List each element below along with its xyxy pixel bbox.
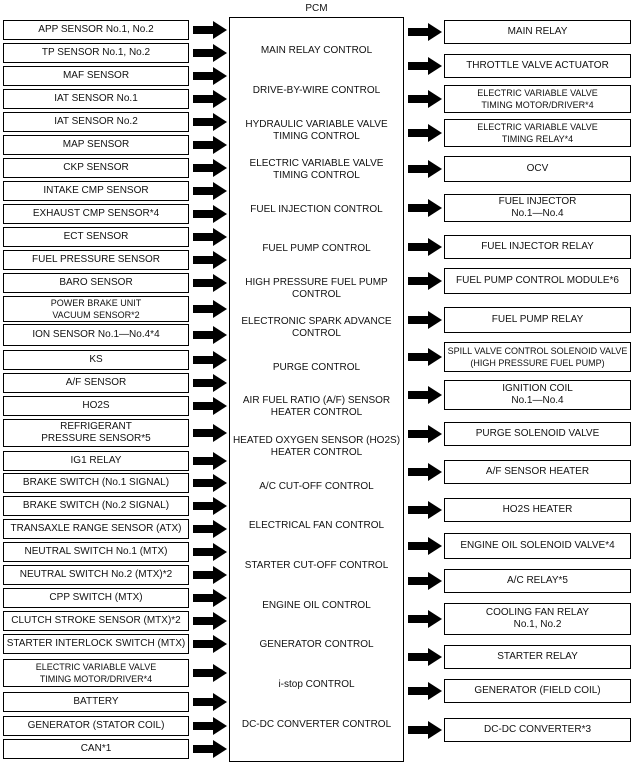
output-arrow	[408, 199, 442, 217]
output-arrow	[408, 501, 442, 519]
input-arrow	[193, 136, 227, 154]
input-sensor-box: ION SENSOR No.1—No.4*4	[3, 324, 189, 346]
pcm-control-label: FUEL PUMP CONTROL	[262, 243, 371, 254]
output-actuator-box: FUEL INJECTOR No.1—No.4	[444, 194, 631, 222]
input-sensor-box: BRAKE SWITCH (No.1 SIGNAL)	[3, 473, 189, 493]
output-actuator-box: ENGINE OIL SOLENOID VALVE*4	[444, 533, 631, 559]
input-arrow	[193, 589, 227, 607]
output-actuator-box: STARTER RELAY	[444, 645, 631, 669]
input-sensor-box: MAP SENSOR	[3, 135, 189, 155]
output-arrow	[408, 386, 442, 404]
input-arrow	[193, 228, 227, 246]
output-actuator-box: A/F SENSOR HEATER	[444, 460, 631, 484]
input-sensor-box: KS	[3, 350, 189, 370]
input-arrow	[193, 452, 227, 470]
input-sensor-box: CLUTCH STROKE SENSOR (MTX)*2	[3, 611, 189, 631]
output-arrow	[408, 463, 442, 481]
input-sensor-box: STARTER INTERLOCK SWITCH (MTX)	[3, 634, 189, 654]
input-arrow	[193, 474, 227, 492]
input-sensor-box: TRANSAXLE RANGE SENSOR (ATX)	[3, 519, 189, 539]
output-arrow	[408, 311, 442, 329]
output-arrow	[408, 682, 442, 700]
input-sensor-box: INTAKE CMP SENSOR	[3, 181, 189, 201]
output-arrow	[408, 90, 442, 108]
output-actuator-box: FUEL INJECTOR RELAY	[444, 235, 631, 259]
output-arrow	[408, 610, 442, 628]
pcm-control-label: MAIN RELAY CONTROL	[260, 45, 373, 56]
output-actuator-box: FUEL PUMP CONTROL MODULE*6	[444, 268, 631, 294]
input-arrow	[193, 182, 227, 200]
pcm-control-label: ELECTRICAL FAN CONTROL	[248, 520, 385, 531]
output-actuator-box: GENERATOR (FIELD COIL)	[444, 679, 631, 703]
input-arrow	[193, 740, 227, 758]
input-arrow	[193, 612, 227, 630]
input-sensor-box: BRAKE SWITCH (No.2 SIGNAL)	[3, 496, 189, 516]
input-arrow	[193, 351, 227, 369]
input-sensor-box: MAF SENSOR	[3, 66, 189, 86]
input-sensor-box: CAN*1	[3, 739, 189, 759]
output-arrow	[408, 57, 442, 75]
input-sensor-box: NEUTRAL SWITCH No.1 (MTX)	[3, 542, 189, 562]
output-actuator-box: OCV	[444, 156, 631, 182]
input-sensor-box: REFRIGERANT PRESSURE SENSOR*5	[3, 419, 189, 447]
input-arrow	[193, 635, 227, 653]
input-arrow	[193, 543, 227, 561]
input-sensor-box: APP SENSOR No.1, No.2	[3, 20, 189, 40]
input-arrow	[193, 67, 227, 85]
input-arrow	[193, 326, 227, 344]
pcm-control-label: GENERATOR CONTROL	[259, 639, 374, 650]
output-arrow	[408, 648, 442, 666]
pcm-control-label: DRIVE-BY-WIRE CONTROL	[252, 85, 381, 96]
output-arrow	[408, 238, 442, 256]
output-arrow	[408, 425, 442, 443]
pcm-control-label: ENGINE OIL CONTROL	[262, 600, 371, 611]
input-sensor-box: BATTERY	[3, 692, 189, 712]
input-arrow	[193, 90, 227, 108]
pcm-control-label: HYDRAULIC VARIABLE VALVE TIMING CONTROL	[245, 119, 388, 142]
pcm-title: PCM	[305, 3, 328, 14]
input-sensor-box: IAT SENSOR No.2	[3, 112, 189, 132]
input-sensor-box: CPP SWITCH (MTX)	[3, 588, 189, 608]
input-arrow	[193, 44, 227, 62]
output-actuator-box: DC-DC CONVERTER*3	[444, 718, 631, 742]
pcm-control-label: ELECTRIC VARIABLE VALVE TIMING CONTROL	[249, 158, 384, 181]
output-arrow	[408, 272, 442, 290]
input-arrow	[193, 21, 227, 39]
output-actuator-box: ELECTRIC VARIABLE VALVE TIMING MOTOR/DRIVER*4	[444, 85, 631, 113]
output-arrow	[408, 348, 442, 366]
output-actuator-box: COOLING FAN RELAY No.1, No.2	[444, 603, 631, 635]
pcm-control-label: DC-DC CONVERTER CONTROL	[241, 719, 392, 730]
input-arrow	[193, 205, 227, 223]
output-arrow	[408, 572, 442, 590]
input-sensor-box: POWER BRAKE UNIT VACUUM SENSOR*2	[3, 296, 189, 322]
input-arrow	[193, 566, 227, 584]
output-actuator-box: IGNITION COIL No.1—No.4	[444, 380, 631, 410]
input-arrow	[193, 664, 227, 682]
pcm-control-label: FUEL INJECTION CONTROL	[250, 204, 383, 215]
input-arrow	[193, 159, 227, 177]
output-actuator-box: ELECTRIC VARIABLE VALVE TIMING RELAY*4	[444, 119, 631, 147]
input-sensor-box: FUEL PRESSURE SENSOR	[3, 250, 189, 270]
input-arrow	[193, 300, 227, 318]
input-sensor-box: EXHAUST CMP SENSOR*4	[3, 204, 189, 224]
input-sensor-box: ELECTRIC VARIABLE VALVE TIMING MOTOR/DRIVER*4	[3, 659, 189, 687]
pcm-control-label: AIR FUEL RATIO (A/F) SENSOR HEATER CONTROL	[242, 395, 391, 418]
input-arrow	[193, 693, 227, 711]
output-arrow	[408, 537, 442, 555]
output-actuator-box: SPILL VALVE CONTROL SOLENOID VALVE (HIGH PRESSURE FUEL PUMP)	[444, 342, 631, 372]
pcm-control-label: A/C CUT-OFF CONTROL	[259, 481, 374, 492]
output-arrow	[408, 124, 442, 142]
input-arrow	[193, 497, 227, 515]
input-arrow	[193, 113, 227, 131]
input-arrow	[193, 717, 227, 735]
output-arrow	[408, 721, 442, 739]
input-sensor-box: HO2S	[3, 396, 189, 416]
output-actuator-box: PURGE SOLENOID VALVE	[444, 422, 631, 446]
input-sensor-box: IG1 RELAY	[3, 451, 189, 471]
input-sensor-box: NEUTRAL SWITCH No.2 (MTX)*2	[3, 565, 189, 585]
input-arrow	[193, 520, 227, 538]
output-arrow	[408, 23, 442, 41]
input-arrow	[193, 374, 227, 392]
input-sensor-box: A/F SENSOR	[3, 373, 189, 393]
pcm-control-label: HIGH PRESSURE FUEL PUMP CONTROL	[245, 277, 388, 300]
input-sensor-box: ECT SENSOR	[3, 227, 189, 247]
input-sensor-box: BARO SENSOR	[3, 273, 189, 293]
output-actuator-box: FUEL PUMP RELAY	[444, 307, 631, 333]
input-sensor-box: GENERATOR (STATOR COIL)	[3, 716, 189, 736]
output-actuator-box: THROTTLE VALVE ACTUATOR	[444, 54, 631, 78]
pcm-control-label: PURGE CONTROL	[272, 362, 361, 373]
output-arrow	[408, 160, 442, 178]
pcm-control-label: STARTER CUT-OFF CONTROL	[244, 560, 389, 571]
pcm-control-label: ELECTRONIC SPARK ADVANCE CONTROL	[241, 316, 392, 339]
output-actuator-box: A/C RELAY*5	[444, 569, 631, 593]
input-arrow	[193, 424, 227, 442]
input-sensor-box: CKP SENSOR	[3, 158, 189, 178]
input-arrow	[193, 397, 227, 415]
pcm-control-label: HEATED OXYGEN SENSOR (HO2S) HEATER CONTROL	[232, 435, 401, 458]
output-actuator-box: HO2S HEATER	[444, 498, 631, 522]
pcm-control-label: i-stop CONTROL	[278, 679, 355, 690]
input-sensor-box: IAT SENSOR No.1	[3, 89, 189, 109]
input-arrow	[193, 251, 227, 269]
output-actuator-box: MAIN RELAY	[444, 20, 631, 44]
input-arrow	[193, 274, 227, 292]
input-sensor-box: TP SENSOR No.1, No.2	[3, 43, 189, 63]
